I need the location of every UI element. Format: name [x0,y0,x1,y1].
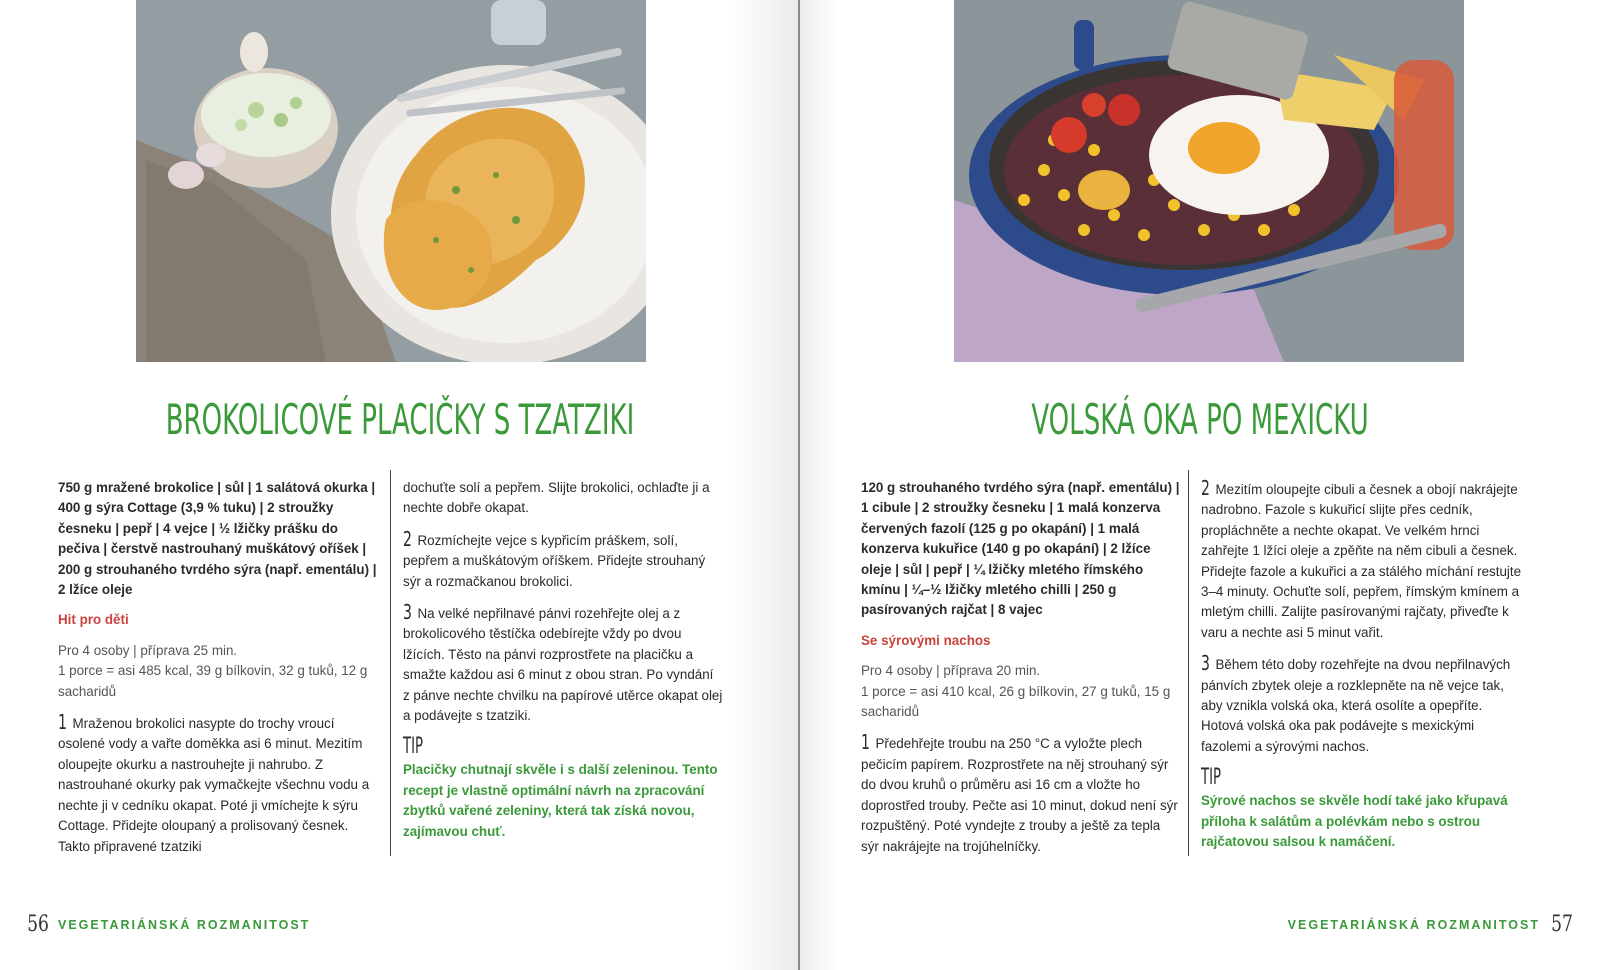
step-1 [58,712,378,857]
step-text: Mezitím oloupejte cibuli a česnek a obojí nakrájejte nadrobno. Fazole s kukuřicí slijte přes cedník, propláchněte a nechte okapat. Ve velkém hrnci zahřejte 1 lžíci oleje a zpěňte na něm cibuli a česnek. Přidejte fazole a kukuřici a za stálého míchání restujte 3–4 minuty. Ochuťte solí, pepřem, římským kmínem a mletým chilli. Zalijte pasírovanými rajčaty, přiveďte k varu a nechte asi 5 minut vařit. [1201,482,1522,640]
column-divider [1188,470,1189,856]
recipe-column-1 [58,478,378,857]
step-3 [1201,653,1523,757]
nutrition-info: 1 porce = asi 410 kcal, 26 g bílkovin, 27 g tuků, 15 g sacharidů [861,683,1171,720]
recipe-title: VOLSKÁ OKA PO MEXICKU [1031,395,1369,444]
step-number: 2 [1201,476,1210,500]
step-number: 1 [58,710,67,735]
servings-time: Pro 4 osoby | příprava 25 min. [58,642,238,658]
step-1-continued: dochuťte solí a pepřem. Slijte brokolici, ochlaďte ji a nechte dobře okapat. [403,480,710,516]
section-name: VEGETARIÁNSKÁ ROZMANITOST [1287,917,1540,932]
gutter-shadow [800,0,840,970]
tip-heading: TIP [1201,765,1221,791]
page-number: 57 [1551,912,1573,937]
page-footer [1288,912,1576,937]
step-number: 1 [861,730,870,755]
recipe-tag: Hit pro děti [58,612,129,628]
page-number: 56 [27,912,49,937]
recipe-photo-mexican-eggs [954,0,1464,362]
recipe-title: BROKOLICOVÉ PLACIČKY S TZATZIKI [165,395,635,444]
section-name: VEGETARIÁNSKÁ ROZMANITOST [58,917,311,932]
tip-heading: TIP [403,734,423,760]
step-2 [403,526,723,592]
step-2 [1201,478,1523,643]
recipe-photo-broccoli-patties [136,0,646,362]
step-number: 3 [1201,651,1210,676]
step-number: 3 [403,600,412,625]
step-text: Mraženou brokolici nasypte do trochy vroucí osolené vody a vařte doměkka asi 6 minut. Mezitím oloupejte okurku a nastrouhejte ji nahrubo. Z nastrouhané okurky pak vymačkejte všechnu vodu a nechte ji v cedníku okapat. Poté ji vmíchejte k sýru Cottage. Přidejte oloupaný a prolisovaný česnek. Takto připravené tzatziki [58,716,370,854]
gutter-shadow [730,0,800,970]
step-text: Předehřejte troubu na 250 °C a vyložte plech pečicím papírem. Rozprostřete na něj strouhaný sýr do dvou kruhů o průměru asi 16 cm a vložte ho doprostřed trouby. Pečte asi 10 minut, dokud není sýr rozpuštěný. Poté vyndejte z trouby a ještě za tepla sýr nakrájejte na trojúhelníčky. [861,736,1178,854]
recipe-column-2 [1201,478,1523,853]
recipe-column-1 [861,478,1181,857]
servings-time: Pro 4 osoby | příprava 20 min. [861,663,1041,679]
step-number: 2 [403,526,412,551]
recipe-tag: Se sýrovými nachos [861,632,991,648]
step-1 [861,732,1181,856]
page-right [800,0,1600,970]
step-3 [403,602,723,726]
nutrition-info: 1 porce = asi 485 kcal, 39 g bílkovin, 32 g tuků, 12 g sacharidů [58,663,368,699]
step-text: Na velké nepřilnavé pánvi rozehřejte olej a z brokolicového těstíčka odebírejte vždy po dvou lžících. Těsto na pánvi rozprostřete na placičku a smažte každou asi 6 minut z obou stran. Po vyndání z pánve nechte chvilku na papírové utěrce okapat olej a podávejte s tzatziki. [403,606,723,724]
tip-text: Sýrové nachos se skvěle hodí také jako křupavá příloha k salátům a polévkám nebo s ostrou rajčatovou salsou k namáčení. [1201,793,1508,850]
page-footer [24,912,310,937]
step-text: Během této doby rozehřejte na dvou nepřilnavých pánvích zbytek oleje a rozklepněte na ně vejce tak, aby vznikla volská oka, která osolíte a opepříte. Hotová volská oka pak podávejte s mexickými fazolemi a sýrovými nachos. [1201,657,1511,754]
step-text: Rozmíchejte vejce s kypřicím práškem, solí, pepřem a muškátovým oříškem. Přidejte strouhaný sýr a rozmačkanou brokolici. [403,532,706,589]
tip-text: Placičky chutnají skvěle i s další zeleninou. Tento recept je vlastně optimální návrh na zpracování zbytků vařené zeleniny, která tak získá novou, zajímavou chuť. [403,762,718,839]
recipe-column-2 [403,478,723,842]
column-divider [390,470,391,856]
ingredients-list: 120 g strouhaného tvrdého sýra (např. ementálu) | 1 cibule | 2 stroužky česneku | 1 malá konzerva červených fazolí (125 g po okapání) | 1 malá konzerva kukuřice (140 g po okapání) | 2 lžíce oleje | sůl | pepř | ¼ lžičky mletého římského kmínu | ¼–½ lžičky mletého chilli | 250 g pasírovaných rajčat | 8 vajec [861,480,1180,618]
ingredients-list: 750 g mražené brokolice | sůl | 1 salátová okurka | 400 g sýra Cottage (3,9 % tuku) | 2 stroužky česneku | pepř | 4 vejce | ½ lžičky prášku do pečiva | čerstvě nastrouhaný muškátový oříšek | 200 g strouhaného tvrdého sýra (např. ementálu) | 2 lžíce oleje [58,480,377,598]
